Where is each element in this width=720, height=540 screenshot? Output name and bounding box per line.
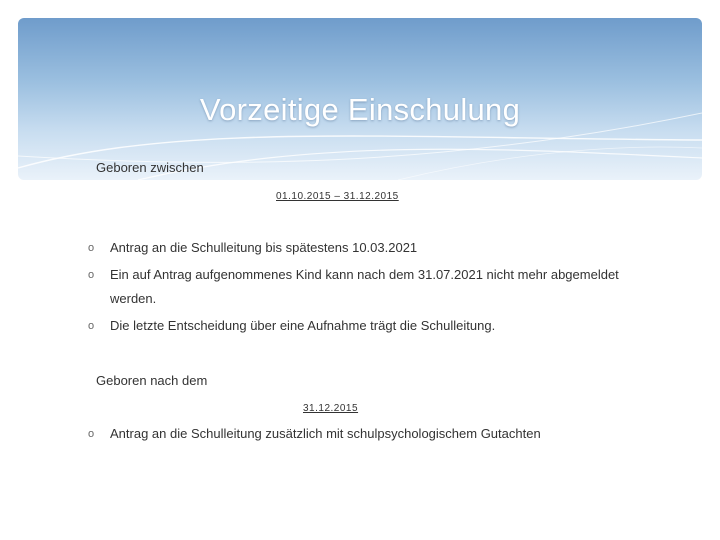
list-item: [88, 313, 496, 339]
list-item-text: Die letzte Entscheidung über eine Aufnahme trägt die Schulleitung.: [110, 318, 496, 333]
list-item-text: Antrag an die Schulleitung bis spätestens 10.03.2021: [110, 240, 418, 255]
list-item-continuation: [110, 286, 156, 312]
bullet-marker: o: [88, 320, 95, 332]
list-item-text: Ein auf Antrag aufgenommenes Kind kann nach dem 31.07.2021 nicht mehr abgemeldet: [110, 267, 619, 282]
bullet-marker: o: [88, 269, 95, 281]
list-item: [88, 235, 418, 261]
bullet-marker: o: [88, 242, 95, 254]
list-item-text: Antrag an die Schulleitung zusätzlich mit schulpsychologischem Gutachten: [110, 426, 541, 441]
section2-label: Geboren nach dem: [96, 373, 208, 388]
list-item-text: werden.: [110, 291, 157, 306]
list-item: [88, 262, 619, 288]
section2-date: 31.12.2015: [303, 403, 359, 414]
bullet-marker: o: [88, 428, 95, 440]
section1-date: 01.10.2015 – 31.12.2015: [276, 191, 399, 202]
section1-label: Geboren zwischen: [96, 160, 204, 175]
list-item: [88, 421, 541, 447]
slide-title: Vorzeitige Einschulung: [199, 92, 521, 127]
